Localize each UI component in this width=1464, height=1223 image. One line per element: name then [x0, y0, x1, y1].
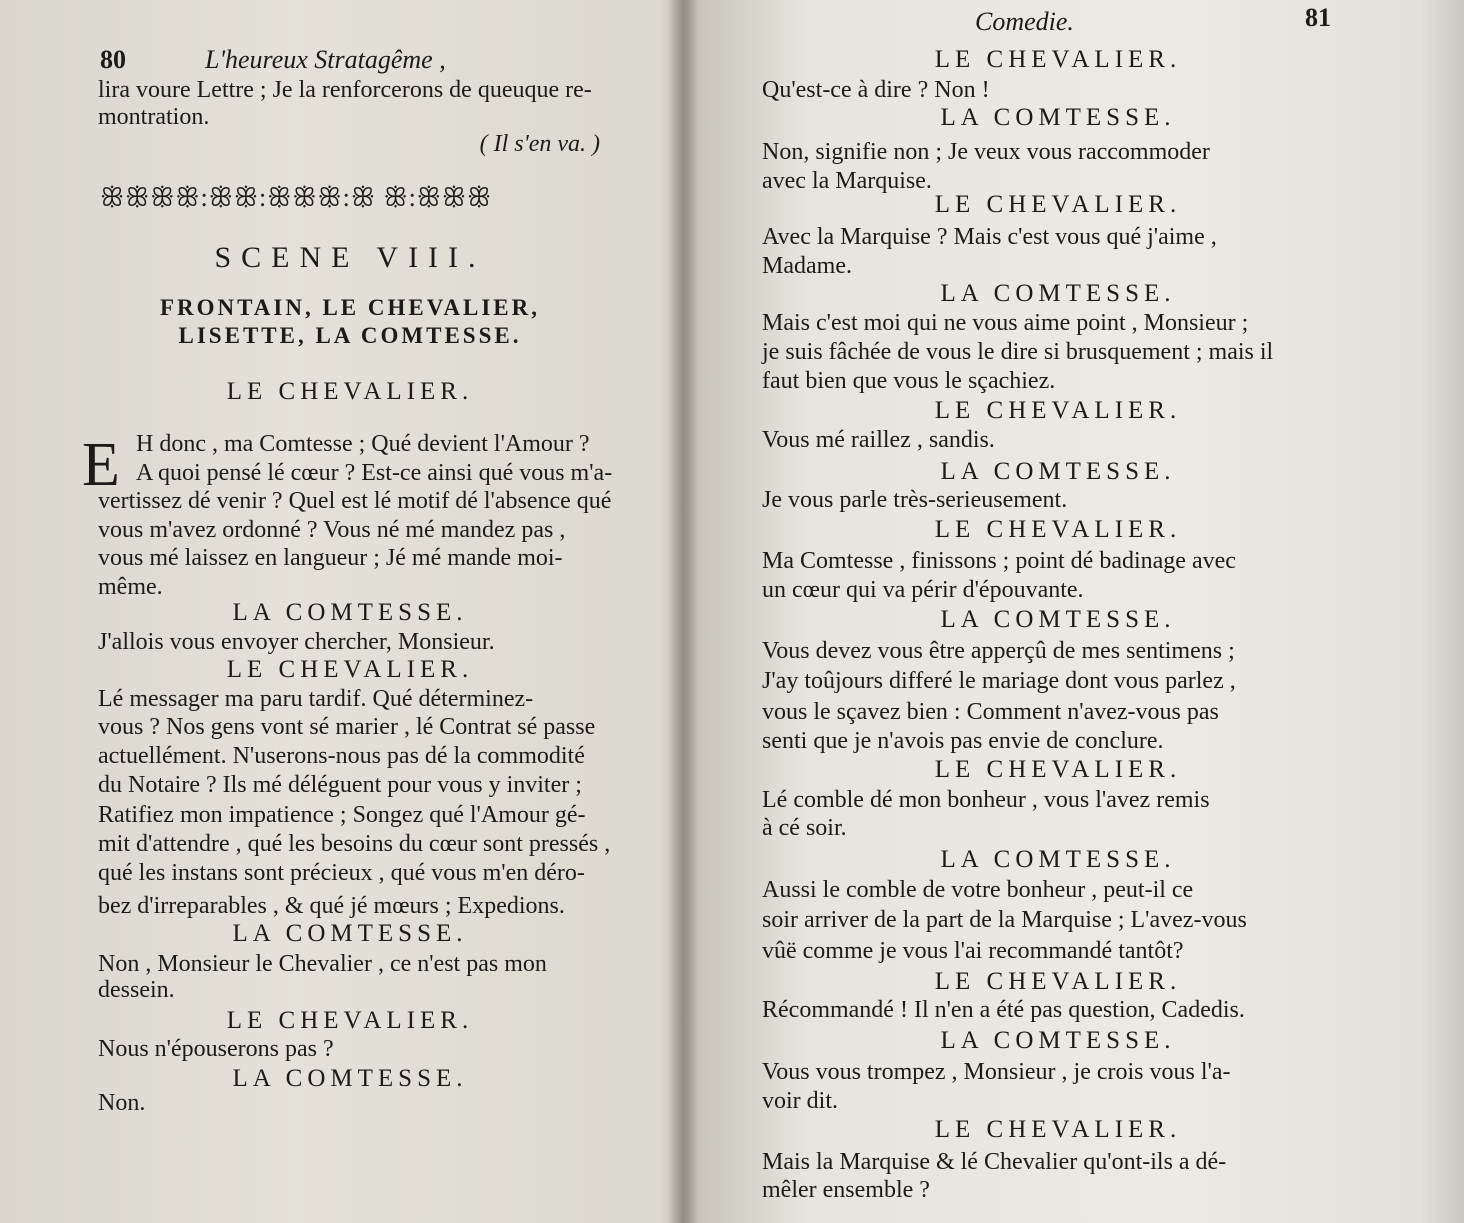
text-line: senti que je n'avois pas envie de conclure. [762, 728, 1164, 754]
text-line: avec la Marquise. [762, 168, 932, 194]
text-line: Aussi le comble de votre bonheur , peut-il ce [762, 877, 1194, 903]
text-line: lira voure Lettre ; Je la renforcerons de queuque re- [98, 77, 592, 103]
text-line: mit d'attendre , qué les besoins du cœur sont pressés , [98, 831, 611, 857]
text-line: mêler ensemble ? [762, 1177, 930, 1203]
text-line: Vous devez vous être apperçû de mes sentimens ; [762, 638, 1235, 664]
text-line: Récommandé ! Il n'en a été pas question, Cadedis. [762, 997, 1245, 1023]
text-line: Vous vous trompez , Monsieur , je crois vous l'a- [762, 1059, 1231, 1085]
text-line: H donc , ma Comtesse ; Qué devient l'Amour ? [136, 431, 590, 457]
speaker-name: LA COMTESSE. [940, 458, 1176, 485]
right-page [700, 0, 1464, 1223]
text-line: Madame. [762, 253, 852, 279]
speaker-name: LE CHEVALIER. [934, 46, 1182, 73]
text-line: actuellément. N'userons-nous pas dé la commodité [98, 743, 585, 769]
speaker-name: LA COMTESSE. [232, 599, 468, 626]
text-line: Vous mé raillez , sandis. [762, 427, 995, 453]
text-line: dessein. [98, 977, 175, 1003]
text-line: Qu'est-ce à dire ? Non ! [762, 77, 990, 103]
text-line: Avec la Marquise ? Mais c'est vous qué j'aime , [762, 224, 1217, 250]
speaker-name: LA COMTESSE. [940, 846, 1176, 873]
text-line: voir dit. [762, 1088, 838, 1114]
cast-list: LISETTE, LA COMTESSE. [178, 323, 522, 348]
text-line: Ma Comtesse , finissons ; point dé badinage avec [762, 548, 1236, 574]
drop-cap: E [82, 431, 120, 499]
speaker-name: LE CHEVALIER. [226, 378, 474, 405]
speaker-name: LE CHEVALIER. [226, 656, 474, 683]
speaker-name: LE CHEVALIER. [934, 516, 1182, 543]
book-gutter [668, 0, 698, 1223]
text-line: vous ? Nos gens vont sé marier , lé Contrat sé passe [98, 714, 596, 740]
text-line: J'allois vous envoyer chercher, Monsieur. [98, 629, 495, 655]
text-line: A quoi pensé lé cœur ? Est-ce ainsi qué vous m'a- [136, 460, 613, 486]
text-line: Nous n'épouserons pas ? [98, 1036, 334, 1062]
running-head: Comedie. [975, 7, 1074, 36]
speaker-name: LA COMTESSE. [940, 606, 1176, 633]
speaker-name: LA COMTESSE. [232, 1065, 468, 1092]
text-line: du Notaire ? Ils mé déléguent pour vous y inviter ; [98, 772, 582, 798]
text-line: Mais c'est moi qui ne vous aime point , Monsieur ; [762, 310, 1249, 336]
text-line: Lé comble dé mon bonheur , vous l'avez remis [762, 787, 1210, 813]
text-line: à cé soir. [762, 815, 847, 841]
ornament-divider: ꕥꕥꕥꕥ:ꕥꕥ:ꕥꕥꕥ:ꕥ ꕥ:ꕥꕥꕥ [100, 183, 493, 212]
speaker-name: LA COMTESSE. [940, 280, 1176, 307]
speaker-name: LE CHEVALIER. [934, 756, 1182, 783]
page-number: 81 [1305, 3, 1331, 32]
text-line: montration. [98, 104, 210, 130]
speaker-name: LA COMTESSE. [940, 1027, 1176, 1054]
text-line: Non. [98, 1090, 146, 1116]
text-line: qué les instans sont précieux , qué vous m'en déro- [98, 860, 585, 886]
text-line: Ratifiez mon impatience ; Songez qué l'Amour gé- [98, 802, 586, 828]
cast-list: FRONTAIN, LE CHEVALIER, [160, 295, 540, 320]
text-line: Non , Monsieur le Chevalier , ce n'est pas mon [98, 951, 547, 977]
text-line: bez d'irreparables , & qué jé mœurs ; Expedions. [98, 893, 565, 919]
text-line: vûë comme je vous l'ai recommandé tantôt? [762, 938, 1184, 964]
left-page [0, 0, 660, 1223]
text-line: même. [98, 574, 163, 600]
text-line: vous m'avez ordonné ? Vous né mé mandez pas , [98, 517, 566, 543]
text-line: un cœur qui va périr d'épouvante. [762, 577, 1084, 603]
speaker-name: LE CHEVALIER. [934, 968, 1182, 995]
text-line: Lé messager ma paru tardif. Qué déterminez- [98, 686, 534, 712]
text-line: vertissez dé venir ? Quel est lé motif dé l'absence qué [98, 488, 612, 514]
text-line: je suis fâchée de vous le dire si brusquement ; mais il [762, 339, 1274, 365]
speaker-name: LE CHEVALIER. [934, 191, 1182, 218]
running-head: L'heureux Stratagême , [205, 45, 446, 74]
text-line: Mais la Marquise & lé Chevalier qu'ont-ils a dé- [762, 1149, 1227, 1175]
text-line: Non, signifie non ; Je veux vous raccommoder [762, 139, 1210, 165]
text-line: soir arriver de la part de la Marquise ; L'avez-vous [762, 907, 1247, 933]
text-line: Je vous parle très-serieusement. [762, 487, 1068, 513]
text-line: faut bien que vous le sçachiez. [762, 368, 1056, 394]
scene-title: SCENE VIII. [214, 241, 486, 274]
speaker-name: LE CHEVALIER. [934, 397, 1182, 424]
speaker-name: LA COMTESSE. [940, 104, 1176, 131]
speaker-name: LE CHEVALIER. [934, 1116, 1182, 1143]
text-line: J'ay toûjours differé le mariage dont vous parlez , [762, 668, 1236, 694]
page-number: 80 [100, 45, 126, 74]
stage-direction: ( Il s'en va. ) [479, 131, 600, 157]
speaker-name: LE CHEVALIER. [226, 1007, 474, 1034]
text-line: vous le sçavez bien : Comment n'avez-vous pas [762, 699, 1219, 725]
text-line: vous mé laissez en langueur ; Jé mé mande moi- [98, 545, 563, 571]
speaker-name: LA COMTESSE. [232, 920, 468, 947]
